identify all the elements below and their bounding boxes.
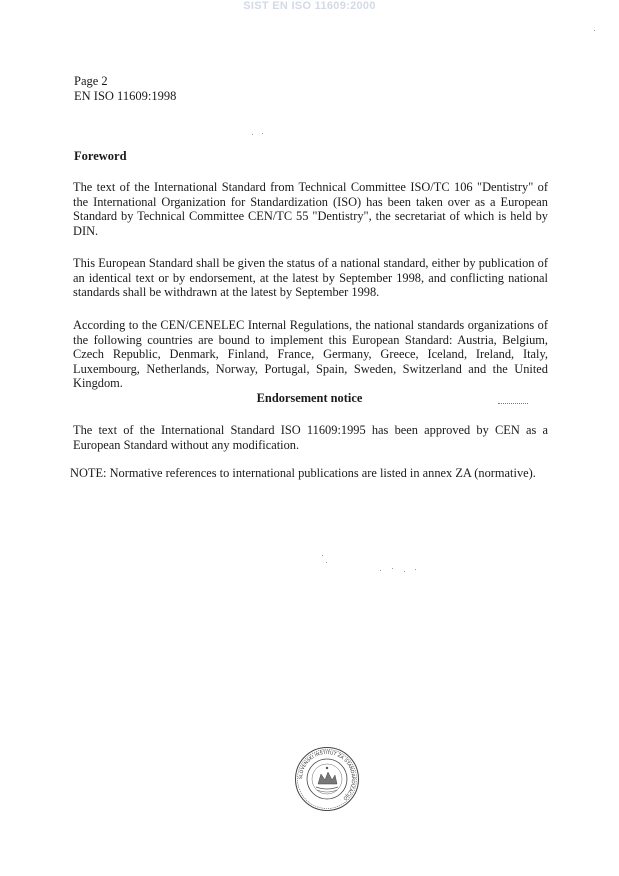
document-reference: EN ISO 11609:1998 bbox=[74, 89, 177, 103]
endorsement-title: Endorsement notice bbox=[256, 391, 363, 405]
foreword-paragraph-3: According to the CEN/CENELEC Internal Regulations, the national standards organizations of the following countries are bound to implement this European Standard: Austria, Belgium, Czech Republic, Denmark, Finland, France, Germany, Greece, Iceland, Ireland, Italy, Luxembourg, Netherlands, Norway, Portugal, Spain, Sweden, Switzerland and the United Kingdom. bbox=[73, 318, 548, 391]
endorsement-text: The text of the International Standard ISO 11609:1995 has been approved by CEN as a European Standard without any modification. bbox=[73, 423, 548, 452]
normative-note: NOTE: Normative references to international publications are listed in annex ZA (normative). bbox=[70, 466, 536, 480]
foreword-paragraph-2: This European Standard shall be given the status of a national standard, either by publication of an identical text or by endorsement, at the latest by September 1998, and conflicting national standards shall be withdrawn at the latest by September 1998. bbox=[73, 256, 548, 300]
scan-speck bbox=[380, 570, 381, 571]
foreword-title: Foreword bbox=[74, 149, 127, 163]
svg-text:SLOVENSKI INŠTITUT ZA STANDARD: SLOVENSKI INŠTITUT ZA STANDARDIZACIJO bbox=[298, 750, 356, 801]
official-seal-stamp bbox=[294, 746, 360, 812]
scan-speck bbox=[404, 571, 405, 572]
scan-speck bbox=[415, 569, 416, 570]
scan-speck bbox=[392, 568, 393, 569]
foreword-paragraph-1: The text of the International Standard from Technical Committee ISO/TC 106 "Dentistry" of the International Organization for Standardization (ISO) has been taken over as a European Standard by Technical Committee CEN/TC 55 "Dentistry", the secretariat of which is held by DIN. bbox=[73, 180, 548, 238]
scan-mark bbox=[498, 403, 528, 404]
page-header bbox=[74, 74, 176, 104]
scan-speck bbox=[252, 134, 253, 135]
page-number: Page 2 bbox=[74, 74, 108, 88]
scan-speck bbox=[262, 133, 263, 134]
scan-speck bbox=[594, 30, 595, 31]
scan-speck bbox=[326, 562, 327, 563]
watermark: SIST EN ISO 11609:2000 bbox=[243, 0, 376, 12]
scan-speck bbox=[322, 555, 323, 556]
